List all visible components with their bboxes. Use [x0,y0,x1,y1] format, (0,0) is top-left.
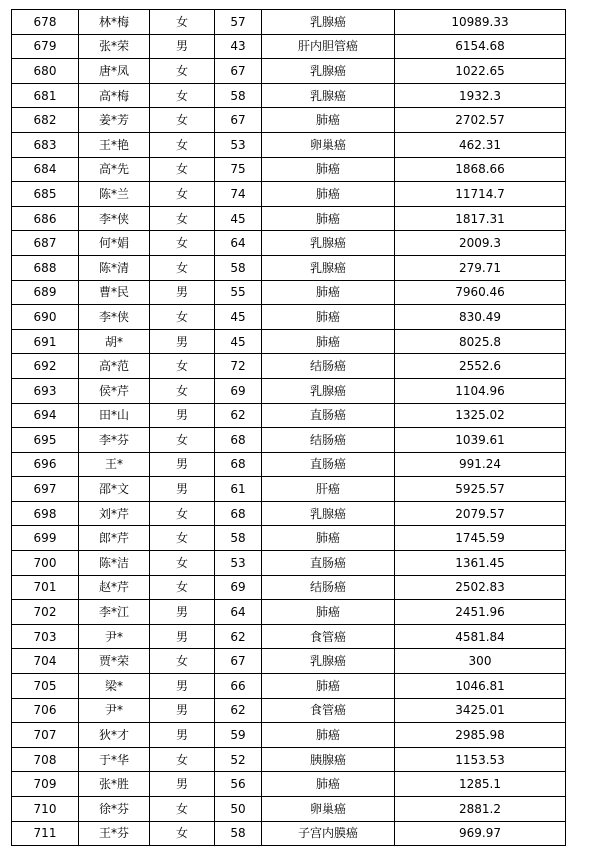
table-row [12,83,566,108]
cell-age: 45 [215,305,262,330]
cell-id: 694 [12,403,79,428]
cell-diagnosis: 胰腺癌 [262,747,395,772]
cell-age: 68 [215,501,262,526]
cell-sex: 女 [150,231,215,256]
cell-name: 邵*文 [79,477,150,502]
cell-id: 688 [12,255,79,280]
cell-name: 李*江 [79,600,150,625]
cell-sex: 女 [150,501,215,526]
cell-amount: 2009.3 [395,231,566,256]
cell-diagnosis: 肺癌 [262,526,395,551]
cell-name: 徐*芬 [79,797,150,822]
cell-diagnosis: 肝内胆管癌 [262,34,395,59]
cell-name: 高*梅 [79,83,150,108]
cell-diagnosis: 卵巢癌 [262,132,395,157]
cell-sex: 女 [150,305,215,330]
cell-diagnosis: 卵巢癌 [262,797,395,822]
cell-name: 林*梅 [79,10,150,35]
cell-sex: 男 [150,34,215,59]
table-row [12,132,566,157]
cell-age: 45 [215,329,262,354]
table-row [12,698,566,723]
cell-amount: 3425.01 [395,698,566,723]
table-row [12,797,566,822]
cell-id: 679 [12,34,79,59]
cell-diagnosis: 结肠癌 [262,354,395,379]
cell-name: 刘*芹 [79,501,150,526]
cell-name: 唐*凤 [79,59,150,84]
cell-amount: 11714.7 [395,182,566,207]
cell-id: 683 [12,132,79,157]
cell-diagnosis: 乳腺癌 [262,10,395,35]
cell-name: 李*侠 [79,305,150,330]
cell-name: 姜*芳 [79,108,150,133]
cell-name: 陈*洁 [79,551,150,576]
table-row [12,821,566,846]
cell-age: 64 [215,231,262,256]
cell-sex: 女 [150,10,215,35]
cell-amount: 1285.1 [395,772,566,797]
cell-id: 685 [12,182,79,207]
cell-amount: 5925.57 [395,477,566,502]
cell-name: 李*侠 [79,206,150,231]
cell-sex: 女 [150,747,215,772]
cell-age: 62 [215,403,262,428]
cell-diagnosis: 肝癌 [262,477,395,502]
table-row [12,649,566,674]
cell-amount: 300 [395,649,566,674]
cell-age: 62 [215,698,262,723]
cell-id: 693 [12,378,79,403]
table-row [12,600,566,625]
cell-sex: 男 [150,403,215,428]
cell-name: 于*华 [79,747,150,772]
cell-name: 张*胜 [79,772,150,797]
cell-name: 侯*芹 [79,378,150,403]
cell-name: 高*范 [79,354,150,379]
cell-amount: 462.31 [395,132,566,157]
table-row [12,157,566,182]
cell-sex: 女 [150,526,215,551]
table-row [12,452,566,477]
cell-id: 706 [12,698,79,723]
cell-id: 702 [12,600,79,625]
cell-diagnosis: 乳腺癌 [262,59,395,84]
cell-name: 陈*兰 [79,182,150,207]
cell-id: 711 [12,821,79,846]
records-table-body [12,10,566,846]
cell-id: 704 [12,649,79,674]
cell-id: 707 [12,723,79,748]
cell-amount: 830.49 [395,305,566,330]
cell-amount: 2552.6 [395,354,566,379]
cell-age: 58 [215,526,262,551]
cell-id: 680 [12,59,79,84]
cell-id: 681 [12,83,79,108]
cell-id: 682 [12,108,79,133]
cell-id: 708 [12,747,79,772]
cell-diagnosis: 乳腺癌 [262,83,395,108]
cell-sex: 男 [150,477,215,502]
table-row [12,329,566,354]
cell-age: 66 [215,674,262,699]
cell-id: 691 [12,329,79,354]
cell-diagnosis: 直肠癌 [262,551,395,576]
cell-id: 705 [12,674,79,699]
cell-diagnosis: 乳腺癌 [262,231,395,256]
cell-diagnosis: 肺癌 [262,108,395,133]
cell-id: 703 [12,624,79,649]
cell-sex: 男 [150,772,215,797]
cell-amount: 2985.98 [395,723,566,748]
cell-name: 狄*才 [79,723,150,748]
cell-amount: 2502.83 [395,575,566,600]
records-table [11,9,566,846]
cell-age: 72 [215,354,262,379]
cell-amount: 2079.57 [395,501,566,526]
cell-sex: 男 [150,723,215,748]
cell-sex: 男 [150,624,215,649]
cell-sex: 男 [150,452,215,477]
cell-age: 74 [215,182,262,207]
cell-diagnosis: 肺癌 [262,772,395,797]
cell-sex: 男 [150,698,215,723]
cell-sex: 女 [150,182,215,207]
table-row [12,428,566,453]
cell-age: 52 [215,747,262,772]
cell-sex: 女 [150,157,215,182]
cell-name: 张*荣 [79,34,150,59]
cell-name: 何*娟 [79,231,150,256]
cell-sex: 女 [150,649,215,674]
cell-diagnosis: 乳腺癌 [262,649,395,674]
cell-name: 高*先 [79,157,150,182]
cell-amount: 1104.96 [395,378,566,403]
cell-amount: 2451.96 [395,600,566,625]
cell-age: 67 [215,59,262,84]
table-row [12,231,566,256]
cell-diagnosis: 肺癌 [262,329,395,354]
table-row [12,34,566,59]
cell-age: 67 [215,649,262,674]
cell-name: 赵*芹 [79,575,150,600]
cell-amount: 1039.61 [395,428,566,453]
table-row [12,501,566,526]
cell-age: 43 [215,34,262,59]
cell-sex: 女 [150,551,215,576]
cell-id: 692 [12,354,79,379]
cell-name: 梁* [79,674,150,699]
cell-diagnosis: 肺癌 [262,157,395,182]
table-row [12,477,566,502]
cell-age: 58 [215,255,262,280]
table-row [12,255,566,280]
table-row [12,305,566,330]
cell-sex: 女 [150,378,215,403]
cell-diagnosis: 肺癌 [262,674,395,699]
cell-amount: 279.71 [395,255,566,280]
table-row [12,403,566,428]
cell-diagnosis: 子宫内膜癌 [262,821,395,846]
table-row [12,551,566,576]
table-row [12,723,566,748]
cell-amount: 2702.57 [395,108,566,133]
table-row [12,575,566,600]
cell-diagnosis: 肺癌 [262,182,395,207]
cell-age: 50 [215,797,262,822]
cell-age: 56 [215,772,262,797]
cell-diagnosis: 乳腺癌 [262,501,395,526]
cell-amount: 8025.8 [395,329,566,354]
cell-amount: 991.24 [395,452,566,477]
cell-age: 53 [215,132,262,157]
table-row [12,354,566,379]
cell-id: 695 [12,428,79,453]
cell-sex: 女 [150,575,215,600]
table-row [12,206,566,231]
cell-age: 53 [215,551,262,576]
cell-age: 45 [215,206,262,231]
cell-id: 698 [12,501,79,526]
cell-amount: 4581.84 [395,624,566,649]
cell-sex: 女 [150,821,215,846]
cell-diagnosis: 乳腺癌 [262,378,395,403]
cell-name: 曹*民 [79,280,150,305]
cell-sex: 女 [150,354,215,379]
table-row [12,280,566,305]
cell-name: 田*山 [79,403,150,428]
cell-id: 684 [12,157,79,182]
table-row [12,10,566,35]
cell-amount: 969.97 [395,821,566,846]
cell-id: 690 [12,305,79,330]
cell-age: 58 [215,821,262,846]
cell-amount: 1868.66 [395,157,566,182]
cell-id: 697 [12,477,79,502]
cell-id: 699 [12,526,79,551]
table-row [12,378,566,403]
cell-amount: 1745.59 [395,526,566,551]
cell-sex: 女 [150,797,215,822]
cell-sex: 男 [150,280,215,305]
table-row [12,59,566,84]
cell-amount: 1817.31 [395,206,566,231]
cell-diagnosis: 食管癌 [262,624,395,649]
table-row [12,624,566,649]
cell-amount: 1932.3 [395,83,566,108]
cell-age: 61 [215,477,262,502]
cell-age: 55 [215,280,262,305]
cell-sex: 男 [150,329,215,354]
cell-id: 686 [12,206,79,231]
table-row [12,747,566,772]
cell-diagnosis: 食管癌 [262,698,395,723]
cell-diagnosis: 乳腺癌 [262,255,395,280]
cell-sex: 女 [150,428,215,453]
cell-age: 67 [215,108,262,133]
cell-amount: 1046.81 [395,674,566,699]
table-row [12,526,566,551]
cell-diagnosis: 直肠癌 [262,452,395,477]
cell-age: 64 [215,600,262,625]
cell-age: 62 [215,624,262,649]
cell-name: 尹* [79,698,150,723]
cell-id: 689 [12,280,79,305]
cell-age: 58 [215,83,262,108]
cell-sex: 男 [150,600,215,625]
cell-diagnosis: 结肠癌 [262,575,395,600]
cell-name: 郎*芹 [79,526,150,551]
cell-age: 59 [215,723,262,748]
table-row [12,182,566,207]
cell-amount: 1022.65 [395,59,566,84]
cell-name: 李*芬 [79,428,150,453]
cell-amount: 6154.68 [395,34,566,59]
cell-diagnosis: 直肠癌 [262,403,395,428]
cell-sex: 女 [150,206,215,231]
cell-sex: 女 [150,255,215,280]
cell-id: 709 [12,772,79,797]
cell-diagnosis: 肺癌 [262,280,395,305]
cell-id: 701 [12,575,79,600]
cell-diagnosis: 肺癌 [262,206,395,231]
cell-name: 陈*清 [79,255,150,280]
cell-sex: 女 [150,132,215,157]
cell-amount: 2881.2 [395,797,566,822]
cell-name: 王*艳 [79,132,150,157]
cell-amount: 10989.33 [395,10,566,35]
cell-id: 687 [12,231,79,256]
cell-name: 王* [79,452,150,477]
table-row [12,674,566,699]
cell-amount: 7960.46 [395,280,566,305]
cell-age: 75 [215,157,262,182]
cell-age: 69 [215,378,262,403]
cell-amount: 1325.02 [395,403,566,428]
cell-diagnosis: 肺癌 [262,723,395,748]
cell-id: 678 [12,10,79,35]
cell-name: 尹* [79,624,150,649]
cell-name: 胡* [79,329,150,354]
cell-id: 696 [12,452,79,477]
cell-name: 王*芬 [79,821,150,846]
cell-age: 57 [215,10,262,35]
cell-diagnosis: 肺癌 [262,305,395,330]
cell-sex: 女 [150,59,215,84]
cell-diagnosis: 肺癌 [262,600,395,625]
cell-age: 69 [215,575,262,600]
table-row [12,108,566,133]
table-row [12,772,566,797]
cell-sex: 女 [150,83,215,108]
cell-age: 68 [215,452,262,477]
cell-id: 710 [12,797,79,822]
cell-sex: 男 [150,674,215,699]
cell-diagnosis: 结肠癌 [262,428,395,453]
cell-age: 68 [215,428,262,453]
cell-amount: 1153.53 [395,747,566,772]
cell-id: 700 [12,551,79,576]
cell-amount: 1361.45 [395,551,566,576]
cell-name: 贾*荣 [79,649,150,674]
cell-sex: 女 [150,108,215,133]
